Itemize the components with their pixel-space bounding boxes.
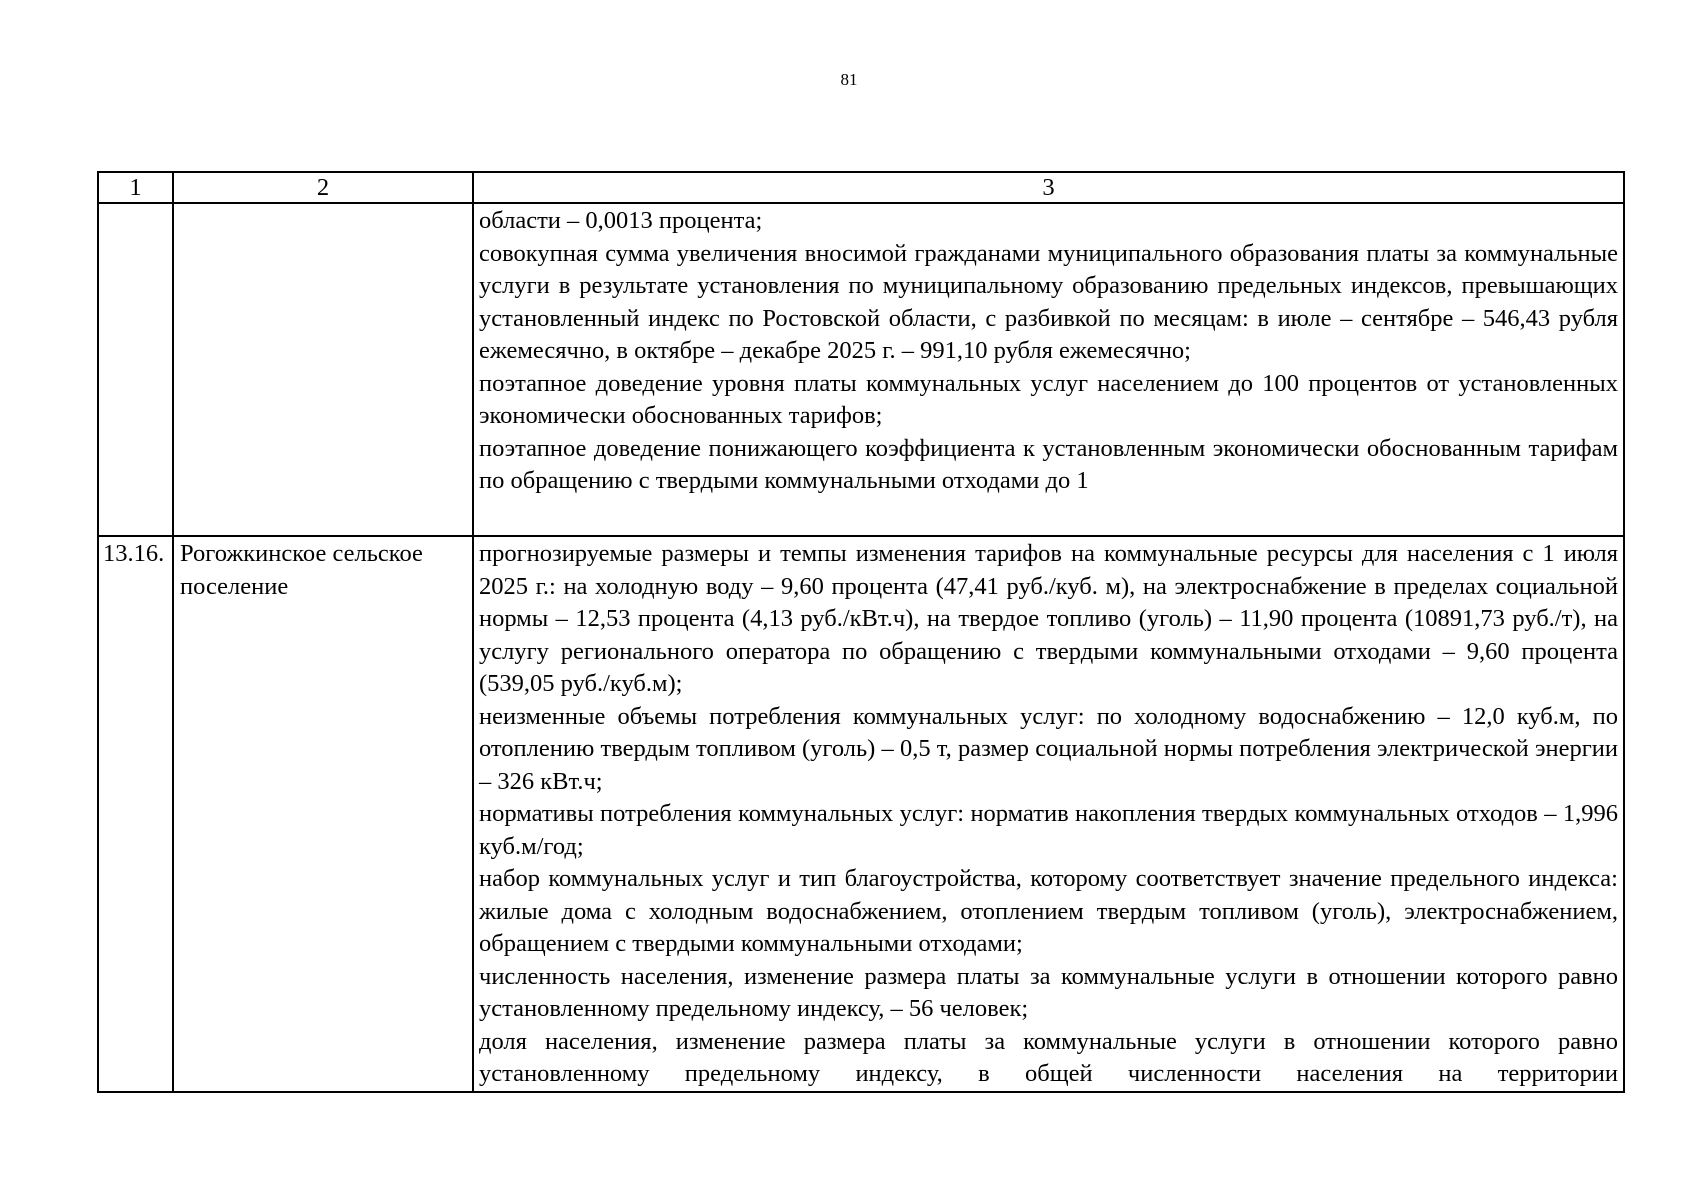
paragraph: нормативы потребления коммунальных услуг: норматив накопления твердых коммунальных отходов – 1,996 куб.м/год; — [479, 800, 1618, 860]
paragraph: прогнозируемые размеры и темпы изменения тарифов на коммунальные ресурсы для населения с 1 июля 2025 г.: на холодную воду – 9,60 процента (47,41 руб./куб. м), на электроснабжение в пределах социальной нормы – 12,53 процента (4,13 руб./кВт.ч), на твердое топливо (уголь) – 11,90 процента (10891,73 руб./т), на услугу регионального оператора по обращению с твердыми коммунальными отходами – 9,60 процента (539,05 руб./куб.м); — [479, 540, 1618, 697]
paragraph: численность населения, изменение размера платы за коммунальные услуги в отношении которого равно установленному предельному индексу, – 56 человек; — [479, 962, 1618, 1022]
table-header-row — [98, 172, 1624, 203]
paragraph: совокупная сумма увеличения вносимой гражданами муниципального образования платы за коммунальные услуги в результате установления по муниципальному образованию предельных индексов, превышающих установленный индекс по Ростовской области, с разбивкой по месяцам: в июле – сентябре – 546,43 рубля ежемесячно, в октябре – декабре 2025 г. – 991,10 рубля ежемесячно; — [479, 239, 1618, 364]
column-header-3: 3 — [473, 172, 1624, 203]
description-cell — [473, 536, 1624, 1092]
municipality-name-cell: Рогожкинское сельское поселение — [173, 536, 473, 1092]
column-header-1: 1 — [98, 172, 173, 203]
page-number: 81 — [840, 70, 858, 89]
paragraph: области – 0,0013 процента; — [479, 207, 763, 234]
paragraph: набор коммунальных услуг и тип благоустройства, которому соответствует значение предельного индекса: жилые дома с холодным водоснабжением, отоплением твердым топливом (уголь), электроснабжением, обращением с твердыми коммунальными отходами; — [479, 865, 1618, 957]
paragraph: поэтапное доведение уровня платы коммунальных услуг населением до 100 процентов от установленных экономически обоснованных тарифов; — [479, 369, 1618, 429]
row-number-cell: 13.16. — [98, 536, 173, 1092]
paragraph: поэтапное доведение понижающего коэффициента к установленным экономически обоснованным тарифам по обращению с твердыми коммунальными отходами до 1 — [479, 434, 1618, 494]
table-row — [98, 203, 1624, 536]
municipality-name-cell — [173, 203, 473, 536]
paragraph: неизменные объемы потребления коммунальных услуг: по холодному водоснабжению – 12,0 куб.м, по отоплению твердым топливом (уголь) – 0,5 т, размер социальной нормы потребления электрической энергии – 326 кВт.ч; — [479, 702, 1618, 795]
document-table — [97, 171, 1625, 1093]
paragraph: доля населения, изменение размера платы за коммунальные услуги в отношении которого равно установленному предельному индексу, в общей численности населения на территории — [479, 1027, 1618, 1087]
column-header-2: 2 — [173, 172, 473, 203]
description-cell — [473, 203, 1624, 536]
table-row — [98, 536, 1624, 1092]
row-number-cell — [98, 203, 173, 536]
